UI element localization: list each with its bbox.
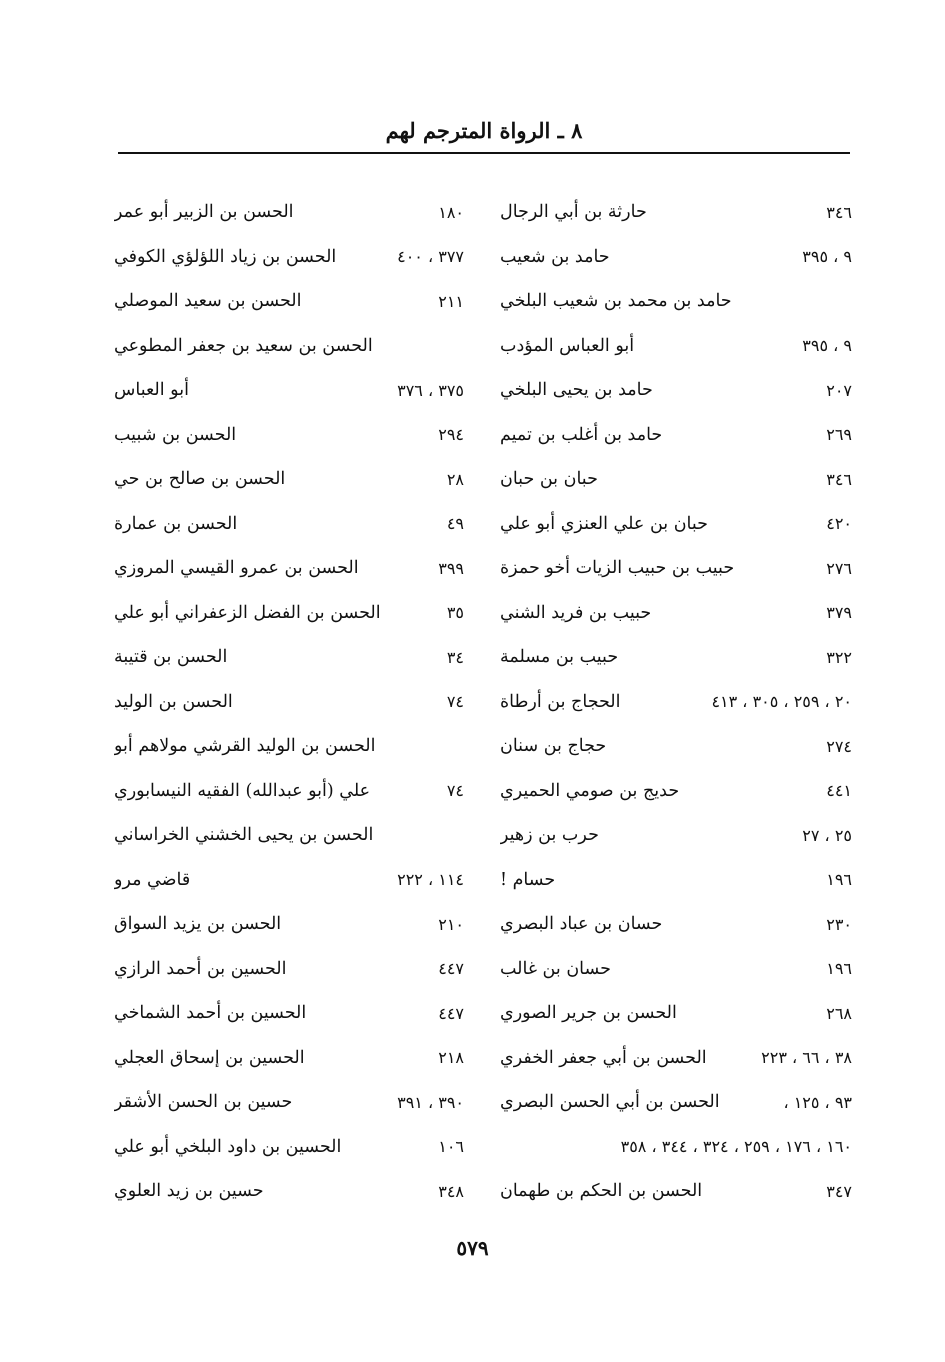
index-entry <box>114 413 464 458</box>
narrator-name: علي (أبو عبدالله) الفقيه النيسابوري <box>114 780 371 801</box>
page-references: ٢١١ <box>438 291 464 311</box>
page-references: ١١٤ ، ٢٢٢ <box>397 870 464 890</box>
index-entry <box>500 368 852 413</box>
page-references: ٢١٠ <box>438 914 464 934</box>
narrator-name: حبان بن حبان <box>500 469 598 490</box>
page-references: ٣٩٠ ، ٣٩١ <box>397 1092 464 1112</box>
index-entry <box>500 902 852 947</box>
page-references: ٩ ، ٣٩٥ <box>802 247 852 267</box>
index-entry <box>500 947 852 992</box>
narrator-name: حسان بن غالب <box>500 958 611 979</box>
narrator-name: الحسن بن شبيب <box>114 424 237 445</box>
page-references: ٩ ، ٣٩٥ <box>802 336 852 356</box>
page-references: ٤٤٧ <box>438 1003 464 1023</box>
index-entry <box>500 1080 852 1125</box>
page-references: ٢٠ ، ٢٥٩ ، ٣٠٥ ، ٤١٣ <box>711 692 852 712</box>
page-references: ٣٧٩ <box>826 603 852 623</box>
index-entry <box>114 235 464 280</box>
narrator-name: حسان بن عباد البصري <box>500 914 663 935</box>
page-references: ١٦٠ ، ١٧٦ ، ٢٥٩ ، ٣٢٤ ، ٣٤٤ ، ٣٥٨ <box>620 1137 852 1157</box>
narrator-name: حامد بن محمد بن شعيب البلخي <box>500 291 732 312</box>
narrator-name: حجاج بن سنان <box>500 736 607 757</box>
index-entry <box>114 502 464 547</box>
narrator-name: حسام ! <box>500 869 556 890</box>
index-entry <box>114 858 464 903</box>
narrator-name: الحسن بن سعيد بن جعفر المطوعي <box>114 335 373 356</box>
index-entry <box>114 813 464 858</box>
index-entry <box>500 324 852 369</box>
index-entry <box>500 1036 852 1081</box>
index-entry <box>114 1169 464 1214</box>
narrator-name: حسين بن زيد العلوي <box>114 1181 264 1202</box>
index-entry <box>114 324 464 369</box>
page-references: ٢٦٩ <box>826 425 852 445</box>
narrator-name: الحسين بن إسحاق العجلي <box>114 1047 305 1068</box>
narrator-name: حرب بن زهير <box>500 825 599 846</box>
page-references: ٢٦٨ <box>826 1003 852 1023</box>
narrator-name: حارثة بن أبي الرجال <box>500 202 647 223</box>
narrator-name: الحسن بن عمارة <box>114 513 238 534</box>
narrator-name: الحسن بن الوليد القرشي مولاهم أبو <box>114 736 376 757</box>
index-entry <box>500 190 852 235</box>
index-entry <box>500 279 852 324</box>
index-entry <box>114 546 464 591</box>
page-references: ٢٠٧ <box>826 380 852 400</box>
narrator-name: حامد بن شعيب <box>500 246 610 267</box>
index-entry <box>114 947 464 992</box>
narrator-name: الحسن بن جرير الصوري <box>500 1003 677 1024</box>
index-entry <box>114 991 464 1036</box>
narrator-name: حبيب بن فريد الشني <box>500 602 652 623</box>
narrator-name: الحسن بن صالح بن حي <box>114 469 286 490</box>
narrator-name: قاضي مرو <box>114 869 191 890</box>
page-references: ٣٨ ، ٦٦ ، ٢٢٣ <box>761 1048 852 1068</box>
index-entry <box>500 413 852 458</box>
narrator-name: الحسن بن الفضل الزعفراني أبو علي <box>114 602 381 623</box>
index-entry <box>114 457 464 502</box>
index-entry <box>500 858 852 903</box>
narrator-name: الحسن بن زياد اللؤلؤي الكوفي <box>114 246 337 267</box>
narrator-name: الحسين بن أحمد الشماخي <box>114 1003 307 1024</box>
index-column-left <box>114 190 464 1214</box>
narrator-name: حبيب بن حبيب الزيات أخو حمزة <box>500 558 735 579</box>
page-references: ٧٤ <box>446 692 464 712</box>
index-entry <box>500 991 852 1036</box>
page-references: ٣٤٧ <box>826 1181 852 1201</box>
page-references: ١٠٦ <box>438 1137 464 1157</box>
page-references: ٣٩٩ <box>438 558 464 578</box>
page-references: ٣٤٨ <box>438 1181 464 1201</box>
index-entry <box>114 769 464 814</box>
index-entry <box>114 1036 464 1081</box>
page-references: ٧٤ <box>446 781 464 801</box>
index-entry <box>114 368 464 413</box>
index-entry <box>500 1169 852 1214</box>
page-references: ٢١٨ <box>438 1048 464 1068</box>
page-references: ١٩٦ <box>826 870 852 890</box>
page-references: ٢٣٠ <box>826 914 852 934</box>
page-references: ٢٥ ، ٢٧ <box>802 825 852 845</box>
narrator-name: الحسن بن الزبير أبو عمر <box>114 202 294 223</box>
narrator-name: الحسن بن أبي جعفر الخفري <box>500 1047 707 1068</box>
index-entry <box>114 724 464 769</box>
index-entry <box>500 1125 852 1170</box>
page-references: ٣٢٢ <box>826 647 852 667</box>
index-entry <box>114 190 464 235</box>
page-references: ٣٤٦ <box>826 469 852 489</box>
index-entry <box>500 457 852 502</box>
index-entry <box>500 680 852 725</box>
narrator-name: حبان بن علي العنزي أبو علي <box>500 513 708 534</box>
narrator-name: الحسن بن يحيى الخشني الخراساني <box>114 825 374 846</box>
page-references: ١٩٦ <box>826 959 852 979</box>
page-references: ٢٩٤ <box>438 425 464 445</box>
page-references: ٤٤٧ <box>438 959 464 979</box>
index-column-right <box>500 190 852 1214</box>
narrator-name: حامد بن أغلب بن تميم <box>500 424 663 445</box>
narrator-name: أبو العباس <box>114 380 189 401</box>
narrator-name: الحسن بن الحكم بن طهمان <box>500 1181 703 1202</box>
page-references: ٣٧٥ ، ٣٧٦ <box>397 380 464 400</box>
page-references: ٢٨ <box>446 469 464 489</box>
index-entry <box>114 902 464 947</box>
index-entry <box>500 235 852 280</box>
index-entry <box>114 1080 464 1125</box>
page-references: ٣٤٦ <box>826 202 852 222</box>
narrator-name: الحجاج بن أرطاة <box>500 691 621 712</box>
index-entry <box>500 502 852 547</box>
index-entry <box>500 635 852 680</box>
index-entry <box>114 680 464 725</box>
index-entry <box>114 279 464 324</box>
index-entry <box>500 769 852 814</box>
narrator-name: الحسن بن الوليد <box>114 691 233 712</box>
page-references: ٤٤١ <box>826 781 852 801</box>
narrator-name: الحسن بن قتيبة <box>114 647 228 668</box>
narrator-name: حبيب بن مسلمة <box>500 647 619 668</box>
narrator-name: الحسين بن أحمد الرازي <box>114 958 287 979</box>
page-references: ٩٣ ، ١٢٥ ، <box>783 1092 852 1112</box>
page-references: ٣٧٧ ، ٤٠٠ <box>397 247 464 267</box>
narrator-name: الحسن بن أبي الحسن البصري <box>500 1092 720 1113</box>
index-entry <box>500 591 852 636</box>
page-references: ٢٧٤ <box>826 736 852 756</box>
narrator-name: الحسن بن سعيد الموصلي <box>114 291 302 312</box>
index-entry <box>114 635 464 680</box>
index-entry <box>500 724 852 769</box>
page-references: ٣٤ <box>446 647 464 667</box>
narrator-name: حسين بن الحسن الأشقر <box>114 1092 293 1113</box>
page-number: ٥٧٩ <box>456 1236 489 1260</box>
index-entry <box>114 1125 464 1170</box>
header-rule <box>118 152 850 154</box>
narrator-name: الحسن بن عمرو القيسي المروزي <box>114 558 359 579</box>
page-references: ٤٩ <box>446 514 464 534</box>
narrator-name: الحسن بن يزيد السواق <box>114 914 282 935</box>
page-references: ٤٢٠ <box>826 514 852 534</box>
page-references: ٢٧٦ <box>826 558 852 578</box>
page-header-title: ٨ ـ الرواة المترجم لهم <box>385 118 583 143</box>
narrator-name: أبو العباس المؤدب <box>500 335 635 356</box>
index-entry <box>114 591 464 636</box>
narrator-name: حديج بن صومي الحميري <box>500 780 680 801</box>
index-entry <box>500 546 852 591</box>
page-references: ١٨٠ <box>438 202 464 222</box>
index-entry <box>500 813 852 858</box>
page-references: ٣٥ <box>446 603 464 623</box>
narrator-name: الحسين بن داود البلخي أبو علي <box>114 1136 342 1157</box>
narrator-name: حامد بن يحيى البلخي <box>500 380 653 401</box>
